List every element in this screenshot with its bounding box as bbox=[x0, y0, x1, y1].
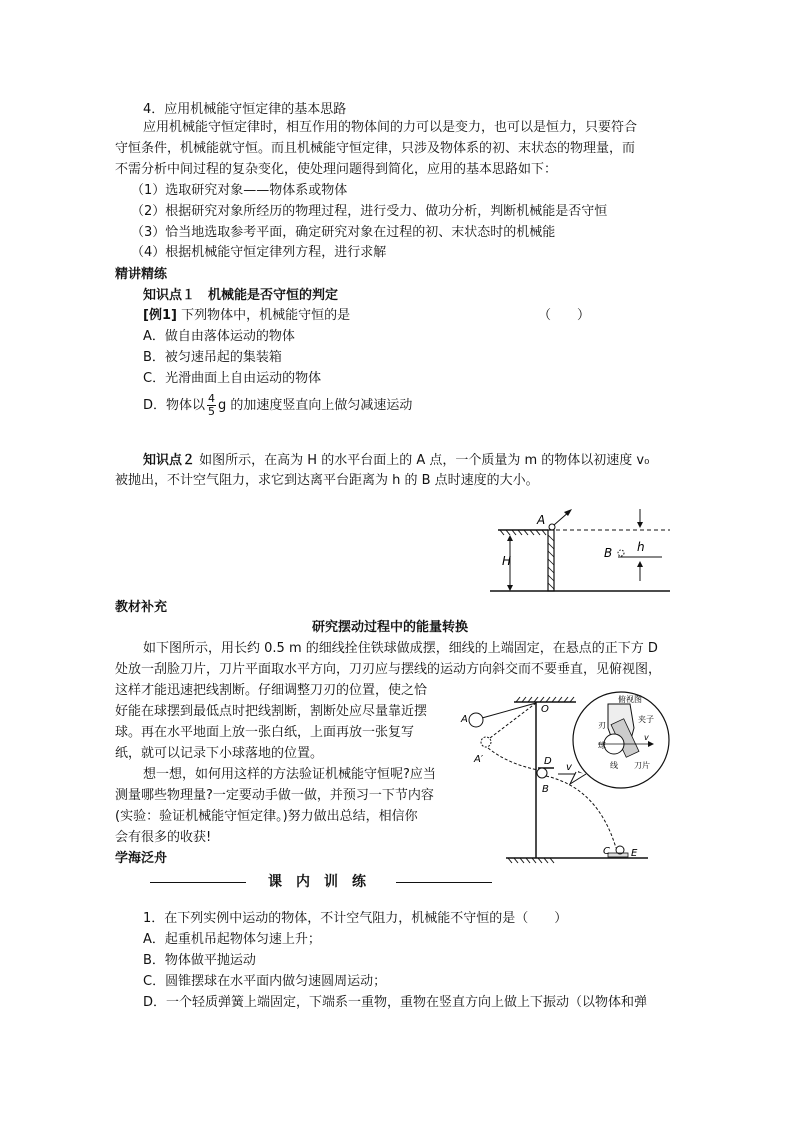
example-text: 下列物体中，机械能守恒的是 bbox=[181, 308, 351, 323]
label-H: H bbox=[502, 554, 512, 568]
title-rule-right bbox=[396, 882, 492, 883]
q1-option-a: A．起重机吊起物体匀速上升； bbox=[143, 932, 321, 947]
dashed-string bbox=[490, 703, 536, 738]
option-a: A．做自由落体运动的物体 bbox=[143, 329, 295, 344]
step-item: （3）恰当地选取参考平面，确定研究对象在过程的初、末状态时的机械能 bbox=[131, 225, 556, 240]
label-A-prime: A′ bbox=[474, 754, 484, 765]
knowledge-point-tag: 知识点２ bbox=[143, 453, 196, 468]
label-C: C bbox=[603, 846, 610, 857]
arrow-head bbox=[507, 535, 513, 541]
option-b: B．被匀速吊起的集装箱 bbox=[143, 350, 282, 365]
title-rule-left bbox=[150, 882, 246, 883]
top-view-label: 俯视图 bbox=[618, 695, 642, 704]
paragraph-line: 好能在球摆到最低点时把线割断，割断处应尽量靠近摆 bbox=[115, 704, 428, 719]
ball-A bbox=[469, 713, 483, 727]
label-O: O bbox=[541, 704, 549, 715]
step-item: （4）根据机械能守恒定律列方程，进行求解 bbox=[131, 245, 387, 260]
fraction bbox=[207, 393, 216, 418]
example-tag: [例1] bbox=[143, 308, 177, 323]
pendulum-figure bbox=[458, 688, 680, 866]
kp2-line: 被抛出，不计空气阻力，求它到达离平台距离为 h 的 B 点时速度的大小。 bbox=[115, 473, 539, 488]
kp2-line bbox=[143, 452, 649, 470]
swing-arc bbox=[488, 748, 538, 770]
option-d bbox=[143, 392, 412, 420]
label-B: B bbox=[542, 784, 549, 795]
arrow-head bbox=[637, 561, 643, 567]
pendulum-string bbox=[482, 703, 536, 718]
kp2-text: 如图所示，在高为 H 的水平台面上的 A 点，一个质量为 m 的物体以初速度 v₀ bbox=[199, 453, 650, 468]
label-A: A bbox=[537, 513, 546, 527]
paragraph-line: 如下图所示，用长约 0.5 m 的细线拴住铁球做成摆，细线的上端固定，在悬点的正下方 D bbox=[143, 641, 658, 656]
line-label: 线 bbox=[610, 761, 618, 770]
projectile-figure bbox=[490, 505, 675, 597]
section-heading: 教材补充 bbox=[115, 600, 168, 615]
option-d-suffix: g 的加速度竖直向上做匀减速运动 bbox=[218, 398, 413, 413]
label-B: B bbox=[604, 546, 613, 560]
example-question bbox=[143, 307, 350, 325]
paragraph-line: 处放一刮脸刀片，刀片平面取水平方向，刀刃应与摆线的运动方向斜交而不要垂直，见俯视图， bbox=[115, 662, 662, 677]
label-v: v bbox=[566, 762, 572, 773]
knowledge-point-title: 知识点１ 机械能是否守恒的判定 bbox=[143, 288, 339, 303]
blade-edge-label: 刃 bbox=[598, 721, 606, 730]
arrow-head bbox=[507, 585, 513, 591]
option-c: C．光滑曲面上自由运动的物体 bbox=[143, 371, 322, 386]
ball-A-prime bbox=[481, 737, 491, 747]
label-A: A bbox=[461, 714, 468, 725]
article-title: 研究摆动过程中的能量转换 bbox=[312, 620, 469, 635]
label-E: E bbox=[631, 848, 638, 859]
paragraph-line: 球。再在水平地面上放一张白纸，上面再放一张复写 bbox=[115, 725, 415, 740]
step-item: （1）选取研究对象——物体系或物体 bbox=[131, 183, 348, 198]
arrow-head bbox=[637, 522, 643, 528]
step-item: （2）根据研究对象所经历的物理过程，进行受力、做功分析，判断机械能是否守恒 bbox=[131, 204, 608, 219]
ball-lowest bbox=[537, 768, 547, 778]
paragraph-line: 想一想，如何用这样的方法验证机械能守恒呢?应当 bbox=[143, 767, 436, 782]
clip-label: 夹子 bbox=[638, 715, 654, 724]
paragraph-line: 纸，就可以记录下小球落地的位置。 bbox=[115, 746, 324, 761]
option-d-prefix: D．物体以 bbox=[143, 398, 206, 413]
paragraph-line: 这样才能迅速把线割断。仔细调整刀刃的位置，使之恰 bbox=[115, 683, 428, 698]
trajectory-curve bbox=[546, 776, 616, 848]
ball-label: 球 bbox=[598, 741, 606, 750]
label-D: D bbox=[544, 756, 552, 767]
paragraph-line: 会有很多的收获! bbox=[115, 830, 212, 845]
paragraph-line: 测量哪些物理量?一定要动手做一做，并预习一下节内容 bbox=[115, 788, 434, 803]
section-heading: 学海泛舟 bbox=[115, 851, 168, 866]
answer-paren: （ ） bbox=[538, 308, 591, 323]
label-v-top: v bbox=[644, 733, 649, 742]
q1-option-d: D．一个轻质弹簧上端固定，下端系一重物，重物在竖直方向上做上下振动（以物体和弹 bbox=[143, 995, 648, 1010]
label-h: h bbox=[637, 540, 645, 554]
knife-label: 刀片 bbox=[634, 761, 650, 770]
paragraph-line: 守恒条件，机械能就守恒。而且机械能守恒定律，只涉及物体系的初、末状态的物理量，而 bbox=[115, 141, 636, 156]
fraction-denominator: 5 bbox=[208, 405, 216, 418]
point-B-ball bbox=[618, 550, 624, 556]
section-heading: 精讲精练 bbox=[115, 267, 168, 282]
q1-option-b: B．物体做平抛运动 bbox=[143, 953, 256, 968]
training-title: 课 内 训 练 bbox=[268, 874, 366, 890]
section-heading: 4．应用机械能守恒定律的基本思路 bbox=[143, 102, 347, 117]
paragraph-line: (实验：验证机械能守恒定律。)努力做出总结，相信你 bbox=[115, 809, 418, 824]
question-1: 1．在下列实例中运动的物体，不计空气阻力，机械能不守恒的是（ ） bbox=[143, 911, 568, 926]
q1-option-c: C．圆锥摆球在水平面内做匀速圆周运动； bbox=[143, 974, 387, 989]
wall-hatching bbox=[548, 535, 554, 589]
platform-wall bbox=[548, 530, 554, 591]
fraction-numerator: 4 bbox=[208, 392, 216, 405]
paragraph-line: 不需分析中间过程的复杂变化，使处理问题得到简化，应用的基本思路如下： bbox=[115, 162, 558, 177]
paragraph-line: 应用机械能守恒定律时，相互作用的物体间的力可以是变力，也可以是恒力，只要符合 bbox=[143, 120, 638, 135]
